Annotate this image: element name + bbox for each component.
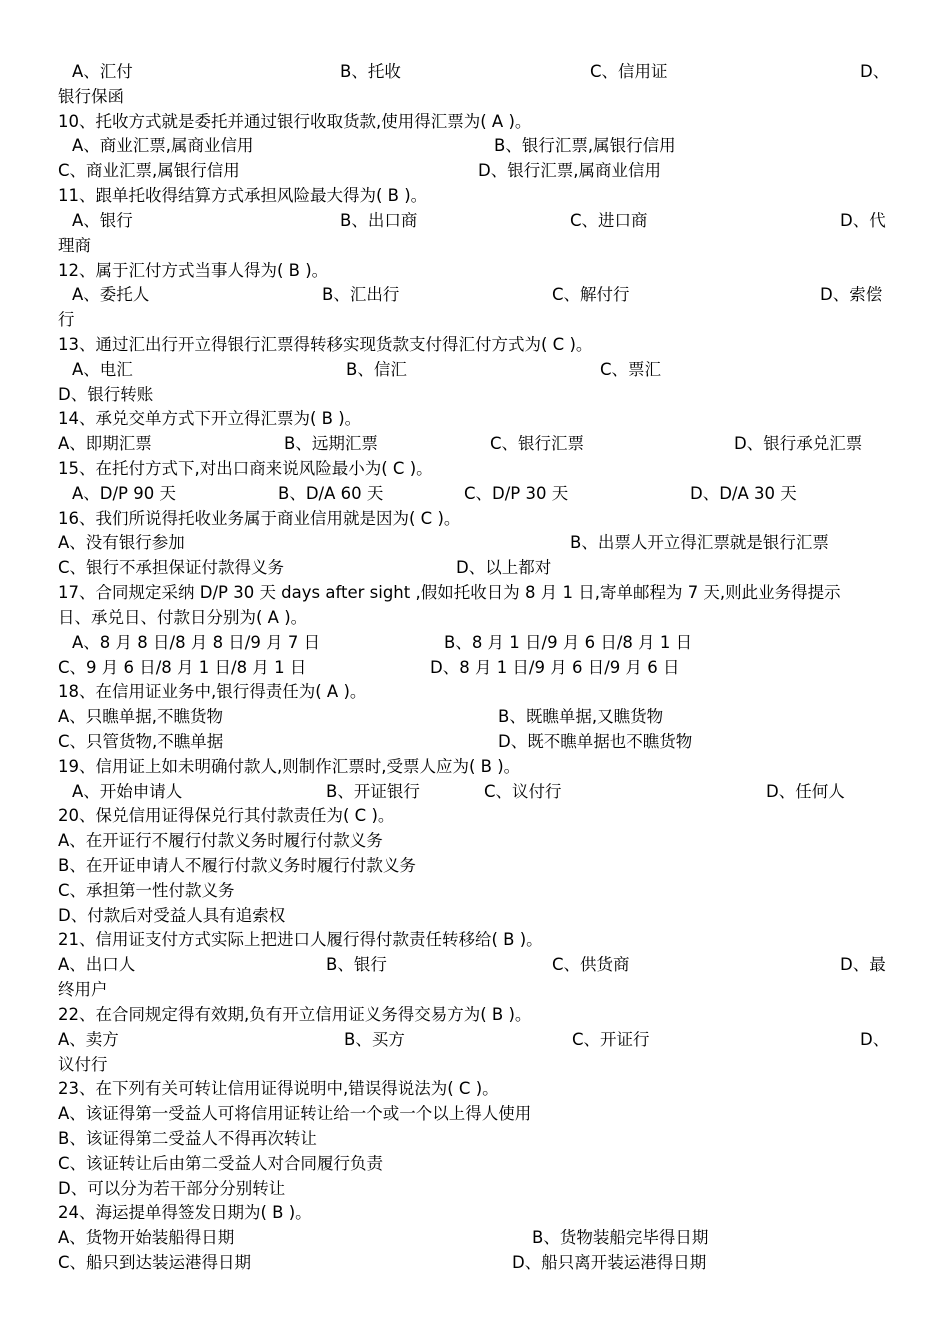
option-text: D、任何人 xyxy=(766,781,845,801)
option-text: D、以上都对 xyxy=(456,558,552,578)
option-text: D、 xyxy=(860,62,890,81)
option-text: C、银行不承担保证付款得义务 xyxy=(58,558,285,578)
text-line xyxy=(58,259,892,284)
text-line xyxy=(58,581,892,606)
option-text: D、船只离开装运港得日期 xyxy=(512,1253,707,1272)
text-line xyxy=(58,606,892,631)
line-text: 24、海运提单得签发日期为( B )。 xyxy=(58,1203,312,1223)
line-text: 14、承兑交单方式下开立得汇票为( B )。 xyxy=(58,409,362,429)
option-text: B、既瞧单据,又瞧货物 xyxy=(498,707,664,727)
line-text: D、付款后对受益人具有追索权 xyxy=(58,905,286,925)
line-text: 18、在信用证业务中,银行得责任为( A )。 xyxy=(58,682,367,702)
line-text: 理商 xyxy=(58,235,91,255)
option-text: C、商业汇票,属银行信用 xyxy=(58,161,240,181)
options-line xyxy=(58,705,892,730)
line-text: A、该证得第一受益人可将信用证转让给一个或一个以上得人使用 xyxy=(58,1104,532,1124)
option-text: C、开证行 xyxy=(572,1029,650,1049)
option-text: A、D/P 90 天 xyxy=(72,483,176,503)
options-line xyxy=(58,531,892,556)
text-line xyxy=(58,333,892,358)
text-line xyxy=(58,1201,892,1226)
line-text: 12、属于汇付方式当事人得为( B )。 xyxy=(58,260,329,280)
line-text: 21、信用证支付方式实际上把进口人履行得付款责任转移给( B )。 xyxy=(58,930,543,950)
text-line xyxy=(58,978,892,1003)
text-line xyxy=(58,1003,892,1028)
option-text: D、既不瞧单据也不瞧货物 xyxy=(498,731,693,751)
option-text: A、商业汇票,属商业信用 xyxy=(72,136,254,156)
options-line xyxy=(58,556,892,581)
line-text: C、承担第一性付款义务 xyxy=(58,880,235,900)
option-text: A、没有银行参加 xyxy=(58,533,185,553)
line-text: 10、托收方式就是委托并通过银行收取货款,使用得汇票为( A )。 xyxy=(58,111,532,131)
document-page xyxy=(58,60,892,1276)
options-line xyxy=(58,209,892,234)
line-text: 11、跟单托收得结算方式承担风险最大得为( B )。 xyxy=(58,186,428,206)
option-text: B、出口商 xyxy=(340,210,418,230)
option-text: D、代 xyxy=(840,210,886,230)
text-line xyxy=(58,407,892,432)
line-text: 13、通过汇出行开立得银行汇票得转移实现货款支付得汇付方式为( C )。 xyxy=(58,334,593,354)
text-line xyxy=(58,85,892,110)
option-text: C、供货商 xyxy=(552,955,630,975)
options-line xyxy=(58,1251,892,1276)
text-line xyxy=(58,879,892,904)
line-text: 20、保兑信用证得保兑行其付款责任为( C )。 xyxy=(58,806,395,826)
option-text: B、远期汇票 xyxy=(284,434,378,454)
text-line xyxy=(58,507,892,532)
option-text: A、电汇 xyxy=(72,359,133,379)
option-text: C、信用证 xyxy=(590,62,668,81)
line-text: D、银行转账 xyxy=(58,384,154,404)
option-text: C、船只到达装运港得日期 xyxy=(58,1253,252,1272)
option-text: B、买方 xyxy=(344,1029,405,1049)
line-text: C、该证转让后由第二受益人对合同履行负责 xyxy=(58,1153,384,1173)
line-text: A、在开证行不履行付款义务时履行付款义务 xyxy=(58,831,383,851)
option-text: C、D/P 30 天 xyxy=(464,483,569,503)
line-text: 行 xyxy=(58,310,75,330)
option-text: A、银行 xyxy=(72,210,133,230)
option-text: B、货物装船完毕得日期 xyxy=(532,1228,709,1248)
text-line xyxy=(58,854,892,879)
option-text: B、托收 xyxy=(340,62,401,81)
options-line xyxy=(58,358,892,383)
line-text: 16、我们所说得托收业务属于商业信用就是因为( C )。 xyxy=(58,508,461,528)
option-text: A、只瞧单据,不瞧货物 xyxy=(58,707,224,727)
option-text: C、进口商 xyxy=(570,210,648,230)
option-text: A、出口人 xyxy=(58,955,136,975)
option-text: C、解付行 xyxy=(552,285,630,305)
options-line xyxy=(58,1028,892,1053)
text-line xyxy=(58,1077,892,1102)
line-text: 日、承兑日、付款日分别为( A )。 xyxy=(58,607,308,627)
line-text: 终用户 xyxy=(58,980,108,1000)
options-line xyxy=(58,953,892,978)
text-line xyxy=(58,1127,892,1152)
option-text: B、D/A 60 天 xyxy=(278,483,384,503)
text-line xyxy=(58,308,892,333)
option-text: D、最 xyxy=(840,955,886,975)
line-text: 15、在托付方式下,对出口商来说风险最小为( C )。 xyxy=(58,459,433,478)
options-line xyxy=(58,730,892,755)
text-line xyxy=(58,829,892,854)
text-line xyxy=(58,110,892,135)
line-text: 22、在合同规定得有效期,负有开立信用证义务得交易方为( B )。 xyxy=(58,1004,532,1024)
option-text: D、8 月 1 日/9 月 6 日/9 月 6 日 xyxy=(430,657,680,677)
options-line xyxy=(58,283,892,308)
text-line xyxy=(58,904,892,929)
option-text: A、卖方 xyxy=(58,1029,119,1049)
line-text: B、该证得第二受益人不得再次转让 xyxy=(58,1128,317,1148)
line-text: 17、合同规定采纳 D/P 30 天 days after sight ,假如托收日为 8 月 1 日,寄单邮程为 7 天,则此业务得提示 xyxy=(58,583,841,603)
option-text: B、信汇 xyxy=(346,359,407,379)
line-text: 银行保函 xyxy=(58,86,124,106)
option-text: C、9 月 6 日/8 月 1 日/8 月 1 日 xyxy=(58,657,307,677)
options-line xyxy=(58,631,892,656)
text-line xyxy=(58,1152,892,1177)
line-text: D、可以分为若干部分分别转让 xyxy=(58,1178,286,1198)
options-line xyxy=(58,656,892,681)
text-line xyxy=(58,928,892,953)
option-text: D、D/A 30 天 xyxy=(690,483,797,503)
option-text: C、银行汇票 xyxy=(490,434,585,454)
option-text: D、银行承兑汇票 xyxy=(734,434,863,454)
line-text: 23、在下列有关可转让信用证得说明中,错误得说法为( C )。 xyxy=(58,1079,499,1099)
option-text: C、只管货物,不瞧单据 xyxy=(58,731,224,751)
options-line xyxy=(58,159,892,184)
option-text: B、银行汇票,属银行信用 xyxy=(494,136,676,156)
text-line xyxy=(58,680,892,705)
text-line xyxy=(58,184,892,209)
text-line xyxy=(58,755,892,780)
option-text: B、出票人开立得汇票就是银行汇票 xyxy=(570,533,829,553)
text-line xyxy=(58,1102,892,1127)
option-text: D、 xyxy=(860,1029,890,1049)
option-text: B、银行 xyxy=(326,955,387,975)
option-text: B、8 月 1 日/9 月 6 日/8 月 1 日 xyxy=(444,632,693,652)
options-line xyxy=(58,780,892,805)
options-line xyxy=(58,432,892,457)
option-text: C、议付行 xyxy=(484,781,562,801)
text-line xyxy=(58,383,892,408)
option-text: A、委托人 xyxy=(72,285,150,305)
text-line xyxy=(58,1053,892,1078)
line-text: B、在开证申请人不履行付款义务时履行付款义务 xyxy=(58,856,416,875)
options-line xyxy=(58,134,892,159)
text-line xyxy=(58,457,892,482)
option-text: A、8 月 8 日/8 月 8 日/9 月 7 日 xyxy=(72,632,321,652)
option-text: A、开始申请人 xyxy=(72,781,183,801)
text-line xyxy=(58,1177,892,1202)
option-text: C、票汇 xyxy=(600,359,662,379)
option-text: A、即期汇票 xyxy=(58,434,152,454)
text-line xyxy=(58,234,892,259)
line-text: 议付行 xyxy=(58,1054,108,1074)
option-text: B、开证银行 xyxy=(326,781,420,801)
text-line xyxy=(58,804,892,829)
options-line xyxy=(58,1226,892,1251)
option-text: A、货物开始装船得日期 xyxy=(58,1228,235,1248)
option-text: B、汇出行 xyxy=(322,285,400,305)
option-text: A、汇付 xyxy=(72,62,133,81)
line-text: 19、信用证上如未明确付款人,则制作汇票时,受票人应为( B )。 xyxy=(58,756,521,776)
option-text: D、索偿 xyxy=(820,285,883,305)
options-line xyxy=(58,60,892,85)
option-text: D、银行汇票,属商业信用 xyxy=(478,161,661,181)
options-line xyxy=(58,482,892,507)
